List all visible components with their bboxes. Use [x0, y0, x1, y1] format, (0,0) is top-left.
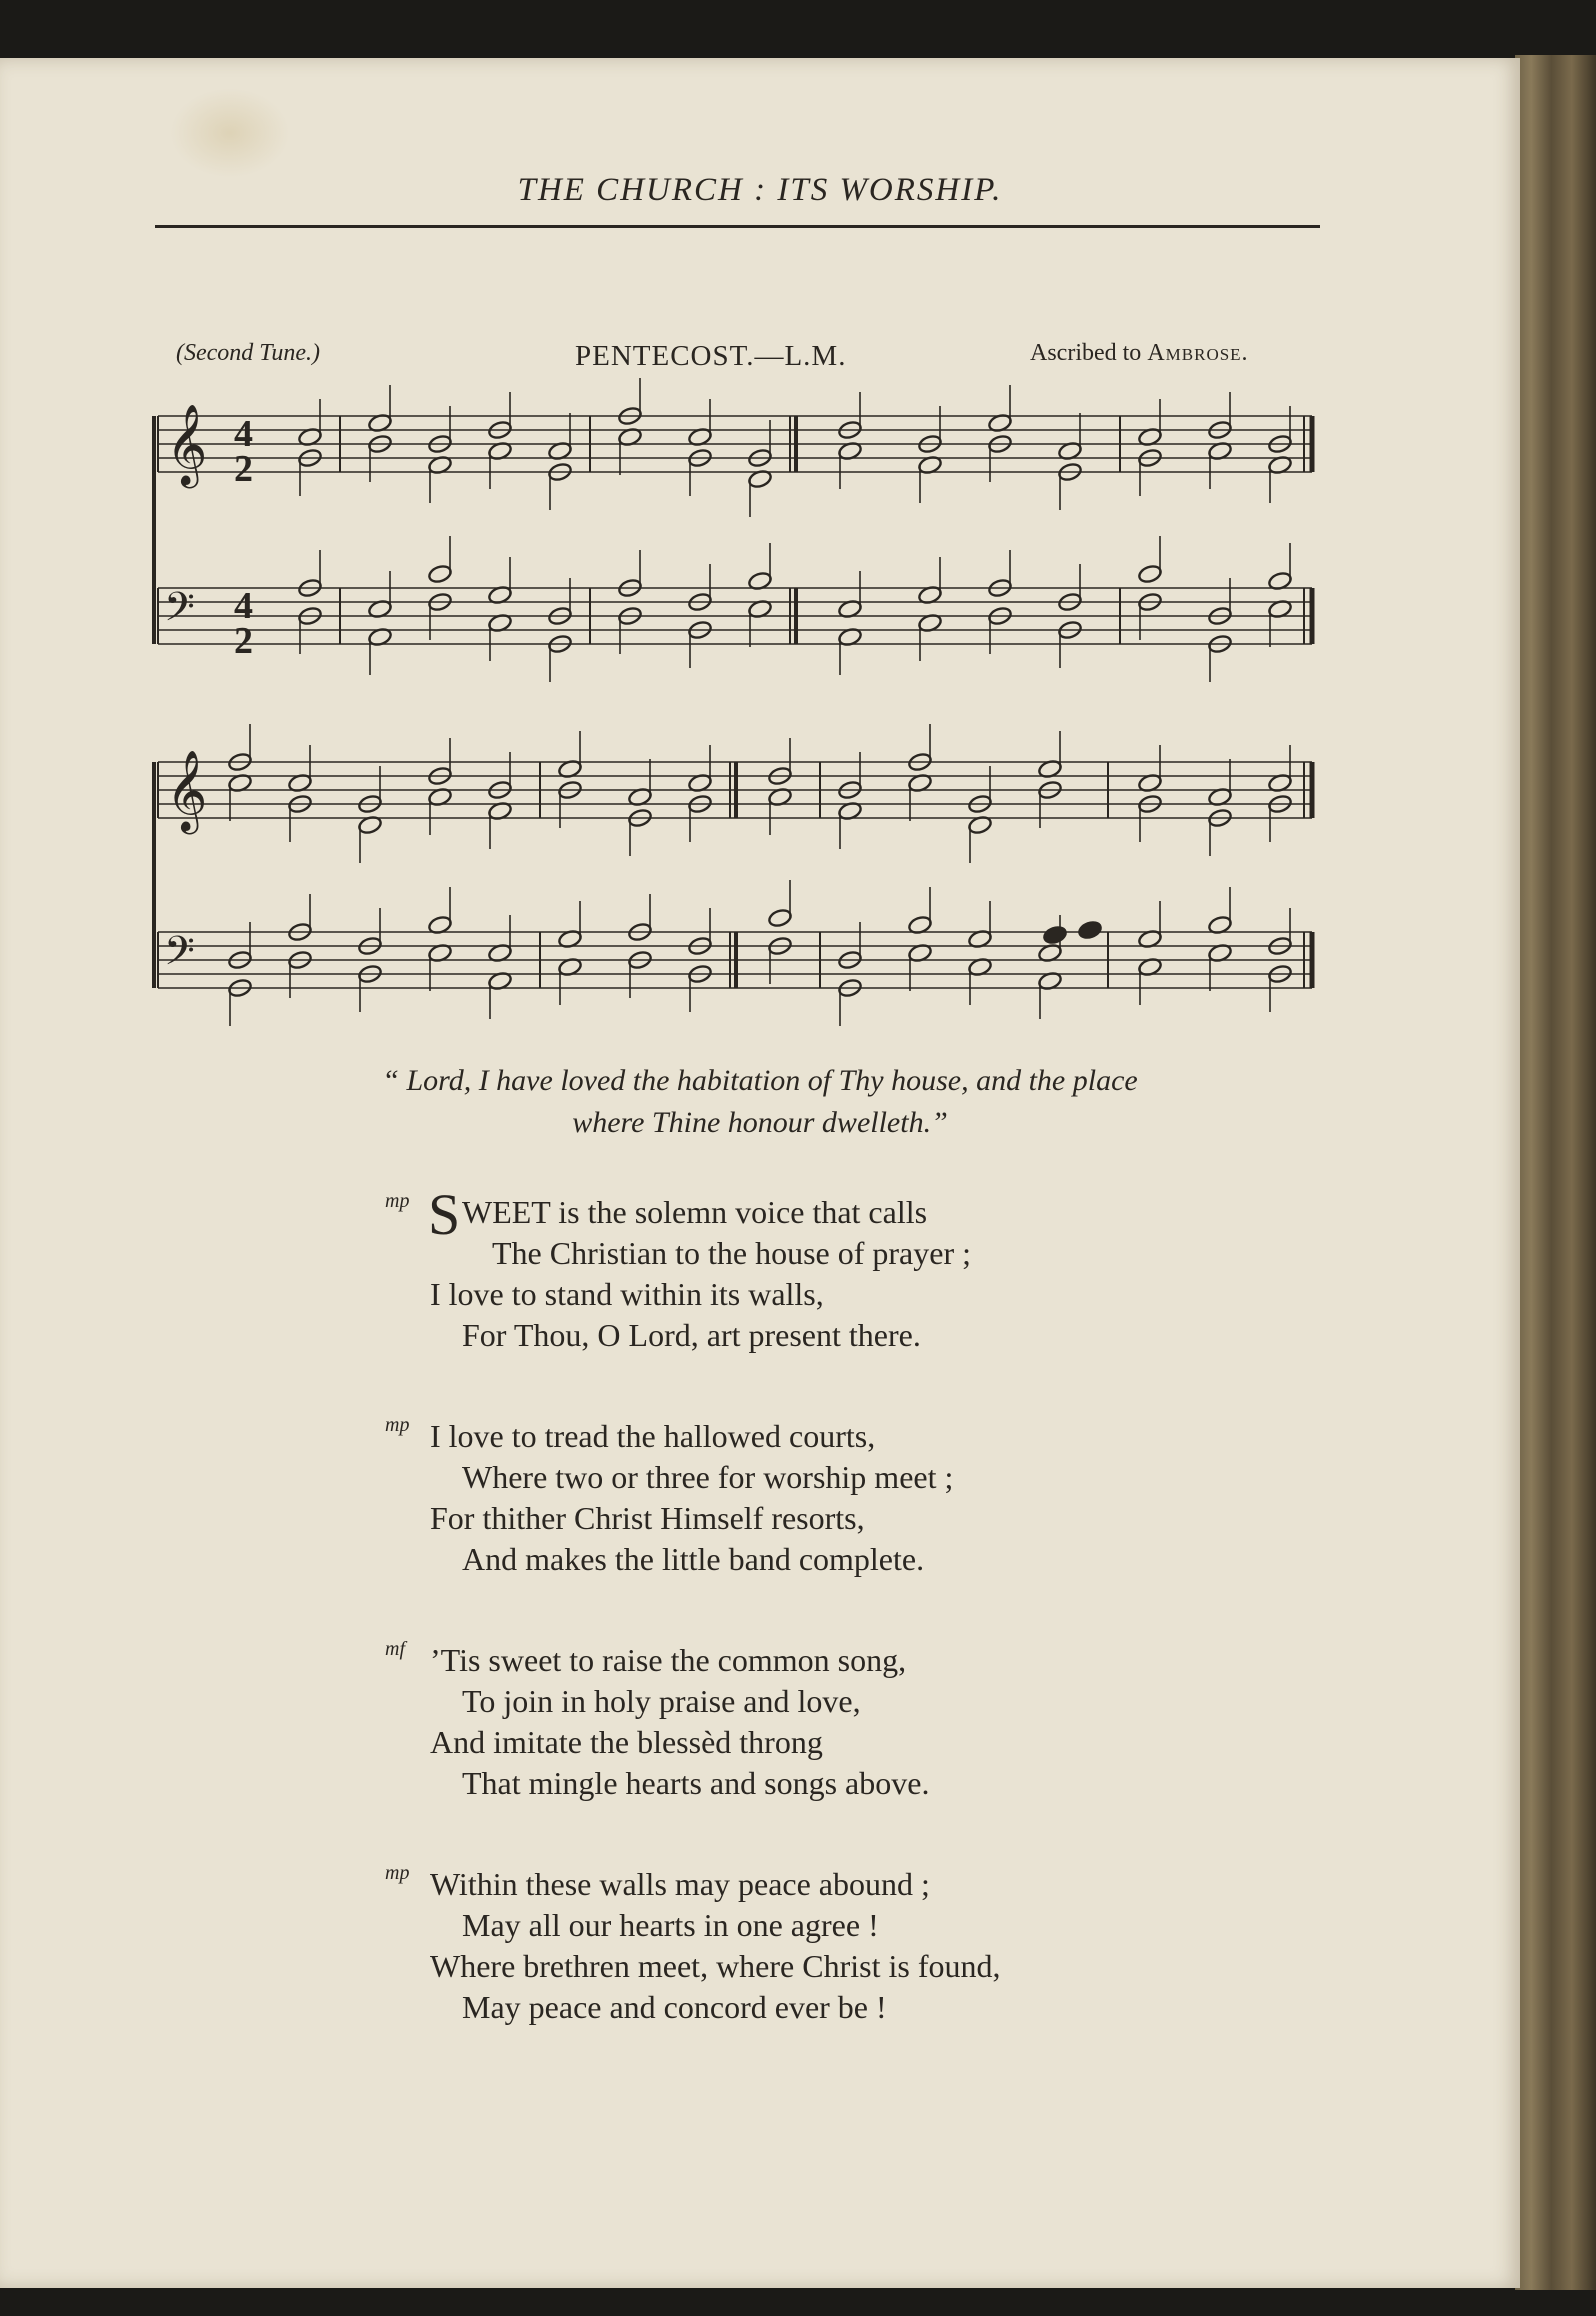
- note-head: [1137, 564, 1162, 585]
- verse-line: Within these walls may peace abound ;: [430, 1866, 930, 1902]
- verse-dynamic-marking: mp: [385, 1190, 410, 1212]
- verse-line: The Christian to the house of prayer ;: [492, 1235, 971, 1271]
- time-sig-treble-top: 4: [234, 413, 253, 455]
- verse-line: I love to stand within its walls,: [430, 1276, 824, 1312]
- bass-clef: 𝄢: [164, 928, 195, 984]
- note-head: [767, 908, 792, 929]
- verse-line: I love to tread the hallowed courts,: [430, 1418, 876, 1454]
- verse-line: ’Tis sweet to raise the common song,: [430, 1642, 907, 1678]
- treble-clef: 𝄞: [166, 749, 208, 831]
- verse-line: To join in holy praise and love,: [462, 1683, 861, 1719]
- verse-line: And imitate the blessèd throng: [430, 1724, 823, 1760]
- verse-line: May all our hearts in one agree !: [462, 1907, 879, 1943]
- verse-dynamic-marking: mf: [385, 1638, 405, 1660]
- treble-clef: 𝄞: [166, 403, 208, 485]
- attribution-prefix: Ascribed to: [1030, 340, 1148, 366]
- epigraph-line-2: where Thine honour dwelleth.”: [572, 1106, 948, 1139]
- verse-line: WEET is the solemn voice that calls: [462, 1194, 928, 1230]
- bass-clef: 𝄢: [164, 584, 195, 640]
- verse-line: For thither Christ Himself resorts,: [430, 1500, 865, 1536]
- verse-line: Where two or three for worship meet ;: [462, 1459, 954, 1495]
- verse-dynamic-marking: mp: [385, 1414, 410, 1436]
- verse-dynamic-marking: mp: [385, 1862, 410, 1884]
- time-sig-bass-bottom: 2: [234, 620, 253, 662]
- note-head: [1077, 920, 1102, 941]
- tune-title: PENTECOST.—L.M.: [575, 340, 847, 372]
- verse-line: Where brethren meet, where Christ is found,: [430, 1948, 1001, 1984]
- verse-line: That mingle hearts and songs above.: [462, 1765, 930, 1801]
- attribution-name: Ambrose.: [1147, 340, 1249, 366]
- epigraph-line-1: “ Lord, I have loved the habitation of Thy house, and the place: [382, 1064, 1138, 1097]
- verse-line: May peace and concord ever be !: [462, 1989, 887, 2025]
- music-score: [0, 0, 1596, 1030]
- time-sig-bass-top: 4: [234, 585, 253, 627]
- note-head: [427, 564, 452, 585]
- tune-label: (Second Tune.): [176, 340, 320, 366]
- time-sig-treble-bottom: 2: [234, 448, 253, 490]
- verse-line: For Thou, O Lord, art present there.: [462, 1317, 921, 1353]
- verse-line: And makes the little band complete.: [462, 1541, 925, 1577]
- running-head: THE CHURCH : ITS WORSHIP.: [517, 172, 1003, 208]
- note-head: [1042, 925, 1067, 946]
- verse-drop-cap: S: [428, 1182, 461, 1247]
